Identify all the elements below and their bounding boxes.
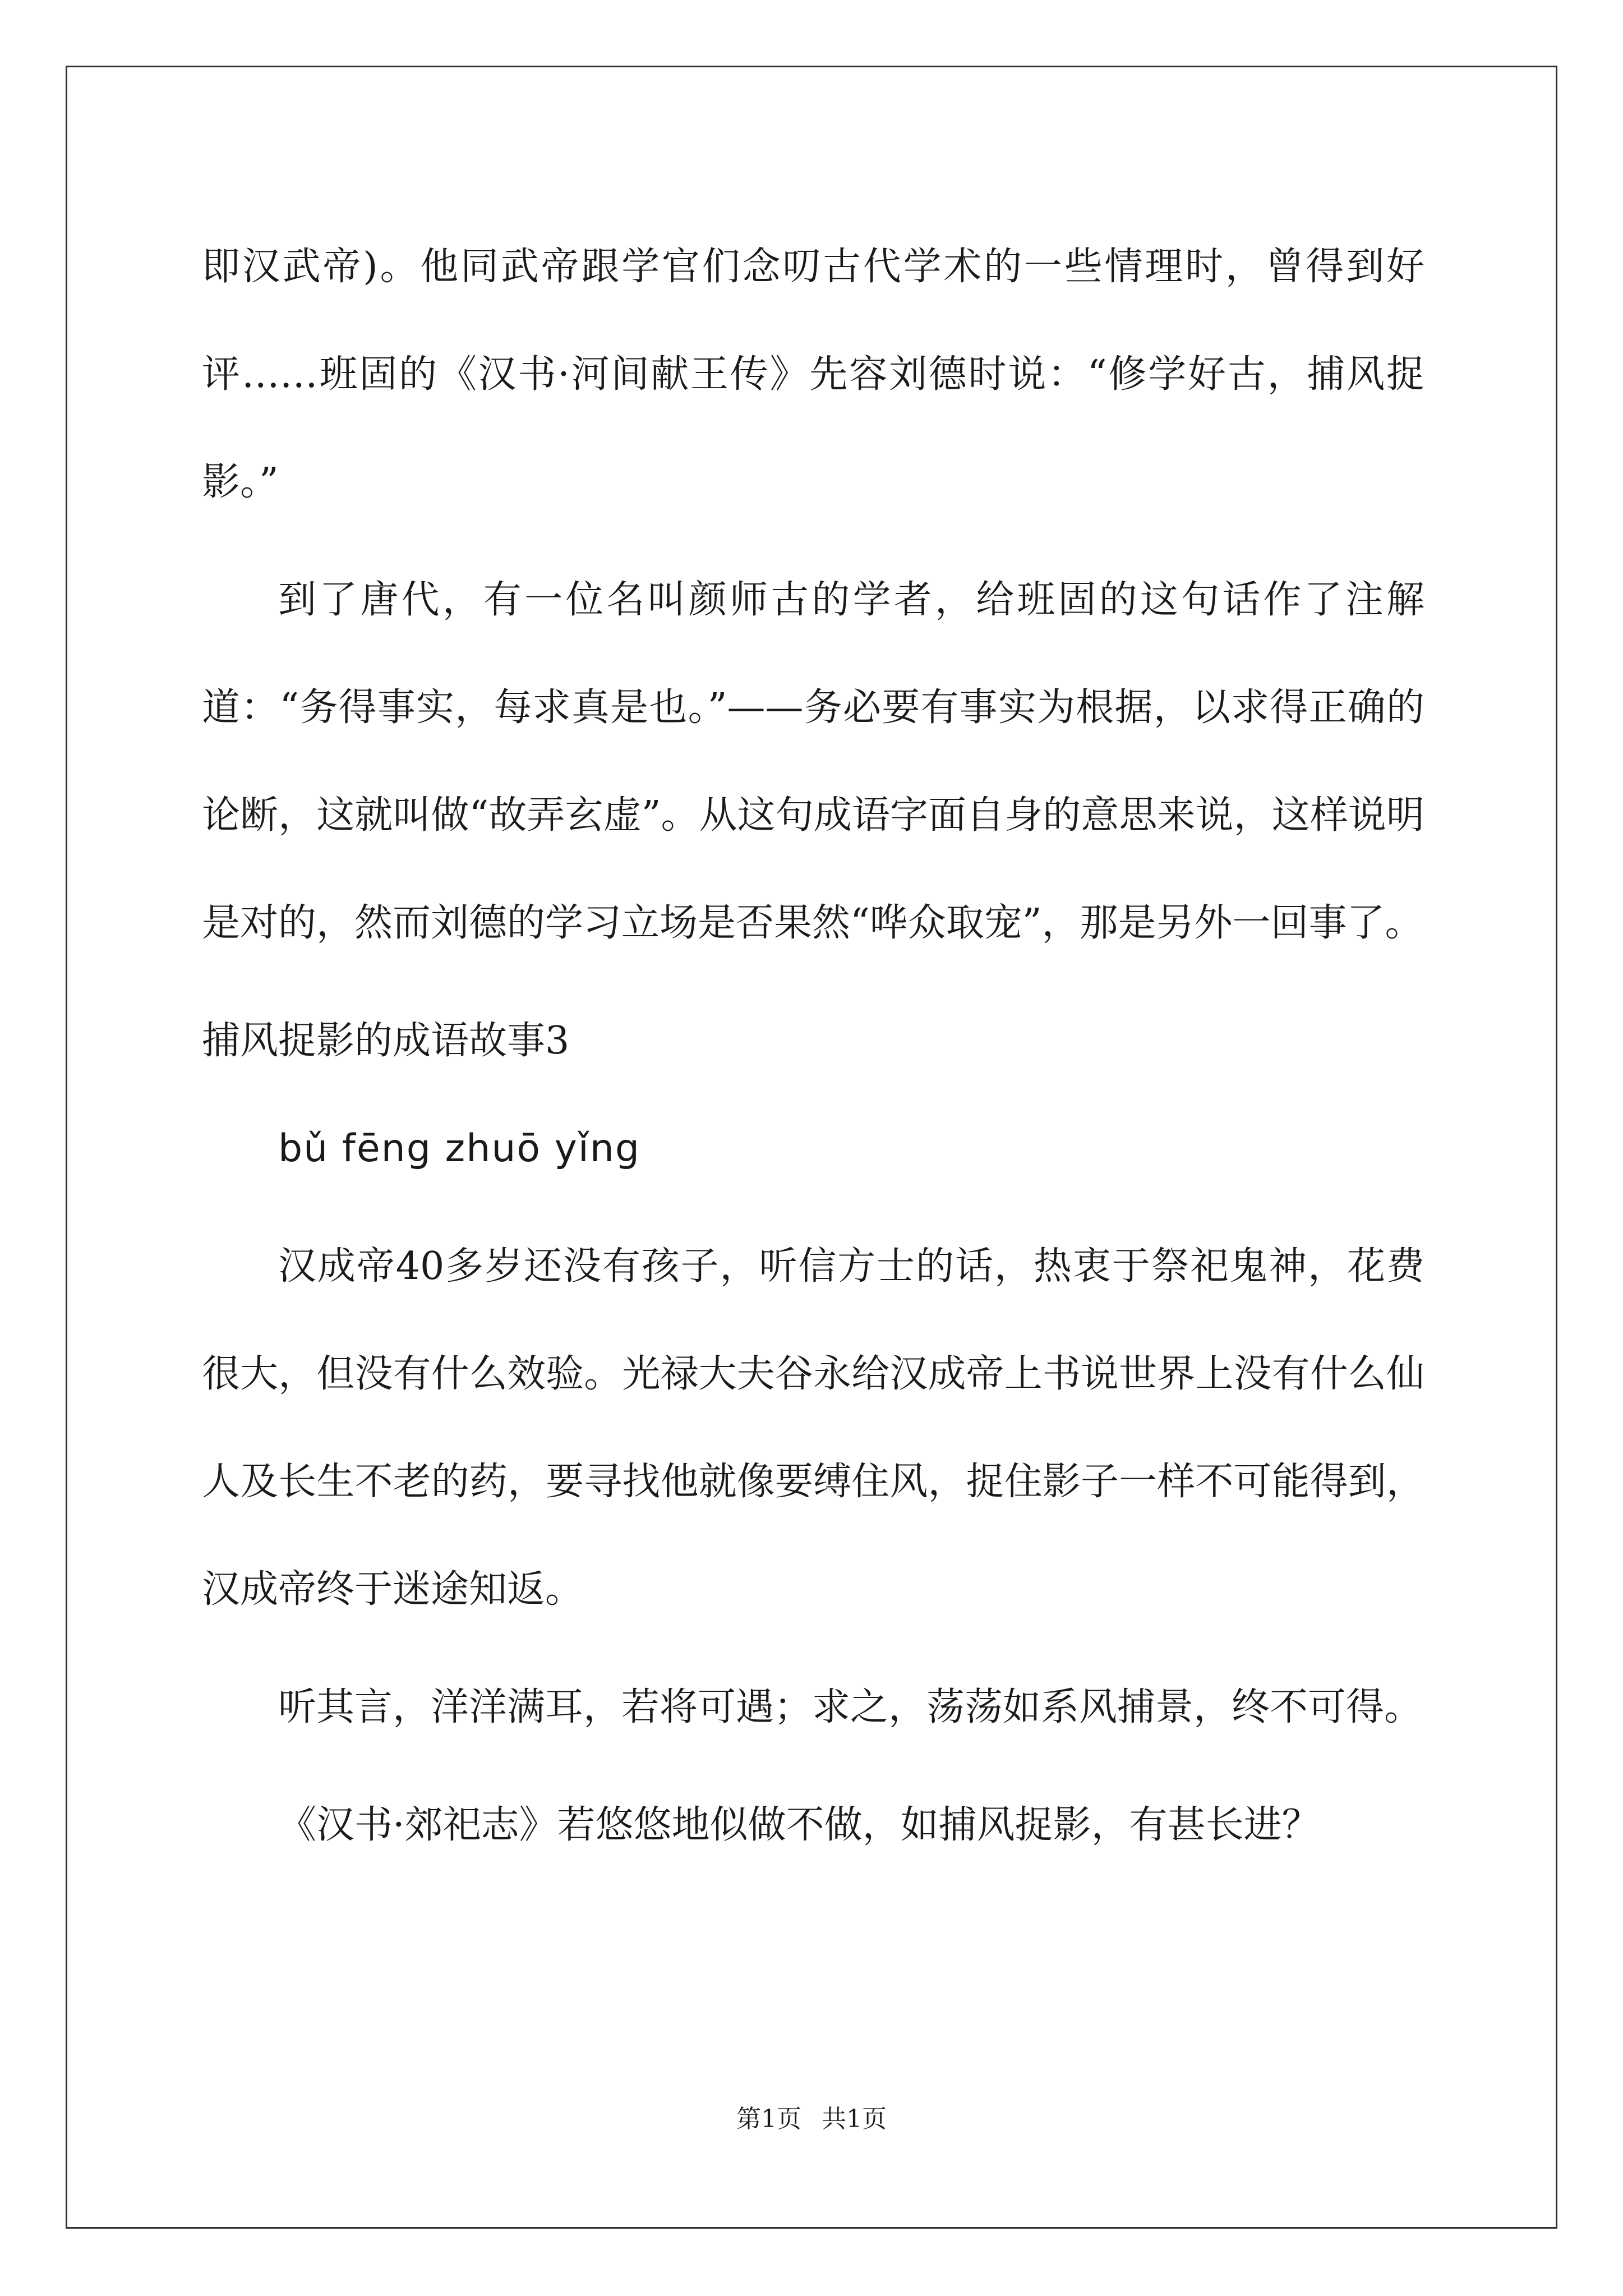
page-footer <box>0 2102 1623 2136</box>
paragraph-4: 听其言，洋洋满耳，若将可遇；求之，荡荡如系风捕景，终不可得。 <box>278 1685 1423 1729</box>
page-number: 第1页 <box>736 2105 801 2133</box>
page-total: 共1页 <box>822 2105 887 2133</box>
pinyin-line: bǔ fēng zhuō yǐng <box>278 1126 641 1171</box>
paragraph-5: 《汉书·郊祀志》若悠悠地似做不做，如捕风捉影，有甚长进？ <box>278 1803 1320 1847</box>
section-heading: 捕风捉影的成语故事3 <box>202 1019 570 1063</box>
paragraph-3: 汉成帝40多岁还没有孩子，听信方士的话，热衷于祭祀鬼神，花费很大，但没有什么效验。光禄大夫谷永给汉成帝上书说世界上没有什么仙人及长生不老的药，要寻找他就像要缚住风，捉住影子一样不可能得到，汉成帝终于迷途知返。 <box>202 1244 1424 1612</box>
paragraph-2: 到了唐代，有一位名叫颜师古的学者，给班固的这句话作了注解道：“务得事实，每求真是也。”——务必要有事实为根据，以求得正确的论断，这就叫做“故弄玄虚”。从这句成语字面自身的意思来说，这样说明是对的，然而刘德的学习立场是否果然“哗众取宠”，那是另外一回事了。 <box>202 578 1424 945</box>
paragraph-1: 即汉武帝)。他同武帝跟学官们念叨古代学术的一些情理时，曾得到好评……班固的《汉书·河间献王传》先容刘德时说：“修学好古，捕风捉影。” <box>202 245 1424 504</box>
document-body <box>202 213 1424 1889</box>
